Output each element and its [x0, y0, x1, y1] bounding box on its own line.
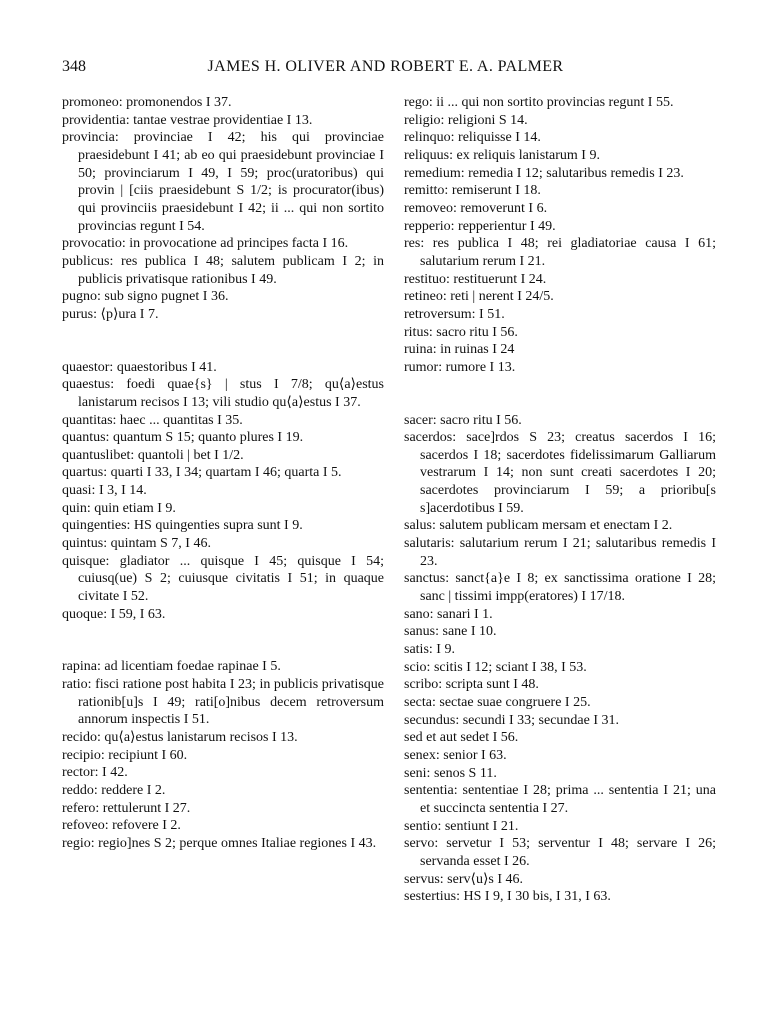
- index-entry: secundus: secundi I 33; secundae I 31.: [404, 712, 619, 728]
- index-entry: salutaris: salutarium rerum I 21; salutaribus remedis I 23.: [404, 536, 716, 569]
- page-header: [0, 58, 771, 82]
- index-entry: retroversum: I 51.: [404, 306, 505, 322]
- index-entry: quartus: quarti I 33, I 34; quartam I 46; quarta I 5.: [62, 465, 342, 481]
- index-entry: quantus: quantum S 15; quanto plures I 19.: [62, 430, 304, 446]
- index-entry: quaestor: quaestoribus I 41.: [62, 359, 217, 375]
- index-entry: removeo: removerunt I 6.: [404, 200, 548, 216]
- index-entry: providentia: tantae vestrae providentiae I 13.: [62, 112, 313, 128]
- index-entry: quasi: I 3, I 14.: [62, 483, 147, 499]
- index-entry: repperio: repperientur I 49.: [404, 218, 556, 234]
- index-entry: publicus: res publica I 48; salutem publicam I 2; in publicis privatisque rationibus I 49.: [62, 253, 384, 287]
- index-entry: res: res publica I 48; rei gladiatoriae causa I 61; salutarium rerum I 21.: [404, 236, 716, 269]
- index-entry: scribo: scripta sunt I 48.: [404, 677, 539, 693]
- index-entry: rego: ii ... qui non sortito provincias regunt I 55.: [404, 95, 674, 110]
- index-entry: sestertius: HS I 9, I 30 bis, I 31, I 63.: [404, 889, 611, 905]
- index-entry: refero: rettulerunt I 27.: [62, 800, 191, 816]
- index-entry: quin: quin etiam I 9.: [62, 500, 176, 516]
- running-head: JAMES H. OLIVER AND ROBERT E. A. PALMER: [207, 58, 564, 75]
- index-entry: reliquus: ex reliquis lanistarum I 9.: [404, 147, 600, 163]
- section-gap: [404, 377, 716, 412]
- index-entry: refoveo: refovere I 2.: [62, 818, 181, 834]
- index-entry: senex: senior I 63.: [404, 747, 507, 763]
- index-entry: servus: serv⟨u⟩s I 46.: [404, 871, 524, 887]
- index-entry: promoneo: promonendos I 37.: [62, 95, 232, 110]
- index-entry: salus: salutem publicam mersam et enectam I 2.: [404, 518, 673, 534]
- index-entry: rector: I 42.: [62, 765, 128, 781]
- index-entry: religio: religioni S 14.: [404, 112, 528, 128]
- page-number: 348: [62, 58, 86, 75]
- index-entry: recipio: recipiunt I 60.: [62, 747, 188, 763]
- index-entry: recido: qu⟨a⟩estus lanistarum recisos I 13.: [62, 730, 298, 745]
- index-entry: retineo: reti | nerent I 24/5.: [404, 289, 554, 305]
- index-entry: quintus: quintam S 7, I 46.: [62, 536, 211, 552]
- index-entry: quisque: gladiator ... quisque I 45; quisque I 54; cuiusq(ue) S 2; cuiusque civitatis I 51; in quaque civitate I 52.: [62, 553, 384, 605]
- section-gap: [62, 623, 384, 658]
- index-entry: relinquo: reliquisse I 14.: [404, 130, 541, 146]
- index-entry: reddo: reddere I 2.: [62, 782, 166, 798]
- index-entry: ratio: fisci ratione post habita I 23; in publicis privatisque rationib[u]s I 49; rati[o]nibus decem retroversum annorum inspectis I 51.: [62, 677, 384, 728]
- index-entry: satis: I 9.: [404, 642, 455, 658]
- index-entry: quantuslibet: quantoli | bet I 1/2.: [62, 447, 244, 463]
- index-entry: regio: regio]nes S 2; perque omnes Italiae regiones I 43.: [62, 835, 377, 851]
- index-entry: quaestus: foedi quae{s} | stus I 7/8; qu⟨a⟩estus lanistarum recisos I 13; vili studio qu⟨a⟩estus I 37.: [62, 377, 384, 410]
- index-entry: sed et aut sedet I 56.: [404, 730, 519, 746]
- index-entry: sacer: sacro ritu I 56.: [404, 412, 522, 428]
- index-entry: sacerdos: sace]rdos S 23; creatus sacerdos I 16; sacerdos I 18; sacerdotes fidelissimarum Galliarum vestrarum I 14; non sunt creati sacerdotes I 20; sacerdotes provinciarum I 59; a prioribu[s s]acerdotibus I 59.: [404, 430, 716, 516]
- index-entry: ritus: sacro ritu I 56.: [404, 324, 518, 340]
- index-entry: remitto: remiserunt I 18.: [404, 183, 541, 199]
- index-entry: sententia: sententiae I 28; prima ... sententia I 21; una et succincta sententia I 27.: [404, 783, 716, 816]
- index-entry: quingenties: HS quingenties supra sunt I 9.: [62, 518, 303, 534]
- index-entry: sanus: sane I 10.: [404, 624, 497, 640]
- index-entry: quantitas: haec ... quantitas I 35.: [62, 412, 243, 428]
- index-entry: seni: senos S 11.: [404, 765, 497, 781]
- index-entry: provincia: provinciae I 42; his qui provinciae praesidebunt I 41; ab eo qui praesidebunt provinciae I 50; provinciarum I 49, I 59; proc(uratoribus) qui provin | [ciis praesidebunt S 1/2; is procurator(ibus) qui provinciis praesidebunt I 42; ii ... qui non sortito provincias regunt I 54.: [62, 130, 384, 234]
- index-entry: restituo: restituerunt I 24.: [404, 271, 547, 287]
- index-entry: servo: servetur I 53; serventur I 48; servare I 26; servanda esset I 26.: [404, 836, 716, 869]
- index-entry: ruina: in ruinas I 24: [404, 342, 515, 358]
- index-entry: rumor: rumore I 13.: [404, 359, 516, 375]
- section-gap: [62, 324, 384, 359]
- index-entry: scio: scitis I 12; sciant I 38, I 53.: [404, 659, 587, 675]
- index-entry: sano: sanari I 1.: [404, 606, 493, 622]
- index-entry: sanctus: sanct{a}e I 8; ex sanctissima oratione I 28; sanc | tissimi impp(eratores) I 17/18.: [404, 571, 716, 605]
- index-column-left: [62, 94, 384, 853]
- index-entry: pugno: sub signo pugnet I 36.: [62, 289, 229, 305]
- index-entry: provocatio: in provocatione ad principes facta I 16.: [62, 236, 349, 252]
- index-entry: secta: sectae suae congruere I 25.: [404, 695, 591, 710]
- index-entry: remedium: remedia I 12; salutaribus remedis I 23.: [404, 165, 684, 181]
- index-entry: rapina: ad licentiam foedae rapinae I 5.: [62, 659, 281, 675]
- index-column-right: [404, 94, 716, 906]
- index-entry: quoque: I 59, I 63.: [62, 606, 166, 622]
- index-entry: sentio: sentiunt I 21.: [404, 818, 519, 834]
- index-entry: purus: ⟨p⟩ura I 7.: [62, 306, 159, 322]
